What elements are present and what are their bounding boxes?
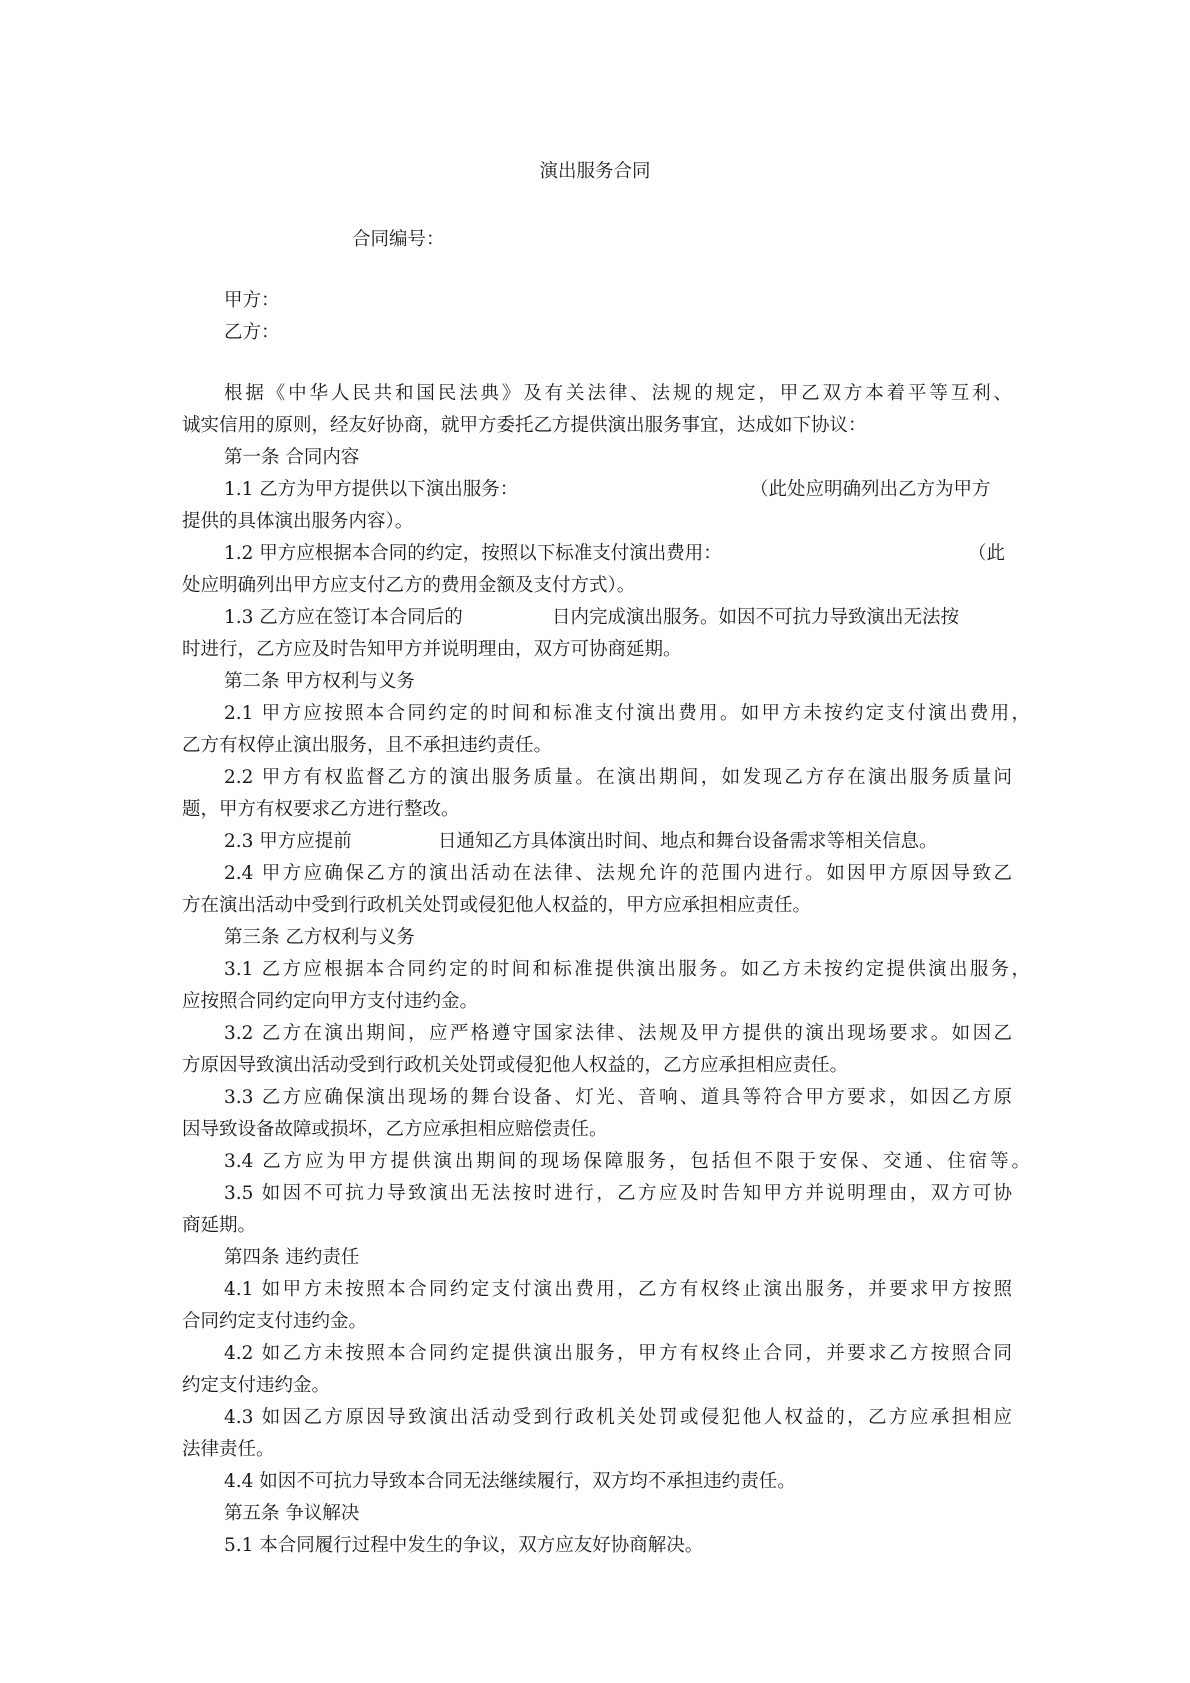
clause-4-2-line-1: 4.2 如乙方未按照本合同约定提供演出服务，甲方有权终止合同，并要求乙方按照合同: [224, 1343, 1012, 1364]
intro-line-1: 根据《中华人民共和国民法典》及有关法律、法规的规定，甲乙双方本着平等互利、: [224, 383, 1012, 404]
party-a-label: 甲方：: [224, 290, 280, 311]
article-3-heading: 第三条 乙方权利与义务: [224, 927, 415, 948]
clause-4-2-line-2: 约定支付违约金。: [182, 1375, 331, 1396]
clause-2-2-line-1: 2.2 甲方有权监督乙方的演出服务质量。在演出期间，如发现乙方存在演出服务质量问: [224, 767, 1012, 788]
article-5-heading: 第五条 争议解决: [224, 1503, 360, 1524]
clause-1-1-line-2: 提供的具体演出服务内容）。: [182, 511, 414, 532]
clause-1-3-part-2: 日内完成演出服务。如因不可抗力导致演出无法按: [552, 607, 960, 628]
clause-2-3-part-2: 日通知乙方具体演出时间、地点和舞台设备需求等相关信息。: [438, 831, 938, 852]
clause-1-3-line-2: 时进行，乙方应及时告知甲方并说明理由，双方可协商延期。: [182, 639, 682, 660]
clause-1-1-part-2: （此处应明确列出乙方为甲方: [750, 479, 991, 500]
clause-3-4: 3.4 乙方应为甲方提供演出期间的现场保障服务，包括但不限于安保、交通、住宿等。: [224, 1151, 1030, 1172]
clause-3-2-line-1: 3.2 乙方在演出期间，应严格遵守国家法律、法规及甲方提供的演出现场要求。如因乙: [224, 1023, 1012, 1044]
clause-1-3-part-1: 1.3 乙方应在签订本合同后的: [224, 607, 463, 628]
clause-2-1-line-1: 2.1 甲方应按照本合同约定的时间和标准支付演出费用。如甲方未按约定支付演出费用，: [224, 703, 1030, 724]
clause-4-4: 4.4 如因不可抗力导致本合同无法继续履行，双方均不承担违约责任。: [224, 1471, 796, 1492]
clause-2-4-line-2: 方在演出活动中受到行政机关处罚或侵犯他人权益的，甲方应承担相应责任。: [182, 895, 812, 916]
clause-3-3-line-1: 3.3 乙方应确保演出现场的舞台设备、灯光、音响、道具等符合甲方要求，如因乙方原: [224, 1087, 1012, 1108]
clause-1-2-part-2: （此: [968, 543, 1006, 564]
clause-2-4-line-1: 2.4 甲方应确保乙方的演出活动在法律、法规允许的范围内进行。如因甲方原因导致乙: [224, 863, 1012, 884]
clause-4-1-line-2: 合同约定支付违约金。: [182, 1311, 368, 1332]
clause-3-1-line-2: 应按照合同约定向甲方支付违约金。: [182, 991, 479, 1012]
clause-2-1-line-2: 乙方有权停止演出服务，且不承担违约责任。: [182, 735, 553, 756]
article-2-heading: 第二条 甲方权利与义务: [224, 671, 415, 692]
clause-3-2-line-2: 方原因导致演出活动受到行政机关处罚或侵犯他人权益的，乙方应承担相应责任。: [182, 1055, 849, 1076]
clause-2-3-part-1: 2.3 甲方应提前: [224, 831, 352, 852]
clause-2-2-line-2: 题，甲方有权要求乙方进行整改。: [182, 799, 460, 820]
clause-3-5-line-2: 商延期。: [182, 1215, 257, 1236]
party-b-label: 乙方：: [224, 322, 280, 343]
clause-4-3-line-1: 4.3 如因乙方原因导致演出活动受到行政机关处罚或侵犯他人权益的，乙方应承担相应: [224, 1407, 1012, 1428]
clause-3-5-line-1: 3.5 如因不可抗力导致演出无法按时进行，乙方应及时告知甲方并说明理由，双方可协: [224, 1183, 1012, 1204]
clause-1-2-part-1: 1.2 甲方应根据本合同的约定，按照以下标准支付演出费用：: [224, 543, 722, 564]
contract-number-label: 合同编号：: [352, 229, 445, 250]
clause-1-1-part-1: 1.1 乙方为甲方提供以下演出服务：: [224, 479, 519, 500]
clause-3-3-line-2: 因导致设备故障或损坏，乙方应承担相应赔偿责任。: [182, 1119, 608, 1140]
clause-1-2-line-2: 处应明确列出甲方应支付乙方的费用金额及支付方式）。: [182, 575, 636, 596]
document-title: 演出服务合同: [539, 161, 651, 182]
article-4-heading: 第四条 违约责任: [224, 1247, 360, 1268]
intro-line-2: 诚实信用的原则，经友好协商，就甲方委托乙方提供演出服务事宜，达成如下协议：: [182, 415, 867, 436]
clause-5-1: 5.1 本合同履行过程中发生的争议，双方应友好协商解决。: [224, 1535, 704, 1556]
clause-4-1-line-1: 4.1 如甲方未按照本合同约定支付演出费用，乙方有权终止演出服务，并要求甲方按照: [224, 1279, 1012, 1300]
clause-4-3-line-2: 法律责任。: [182, 1439, 275, 1460]
article-1-heading: 第一条 合同内容: [224, 447, 360, 468]
clause-3-1-line-1: 3.1 乙方应根据本合同约定的时间和标准提供演出服务。如乙方未按约定提供演出服务，: [224, 959, 1030, 980]
